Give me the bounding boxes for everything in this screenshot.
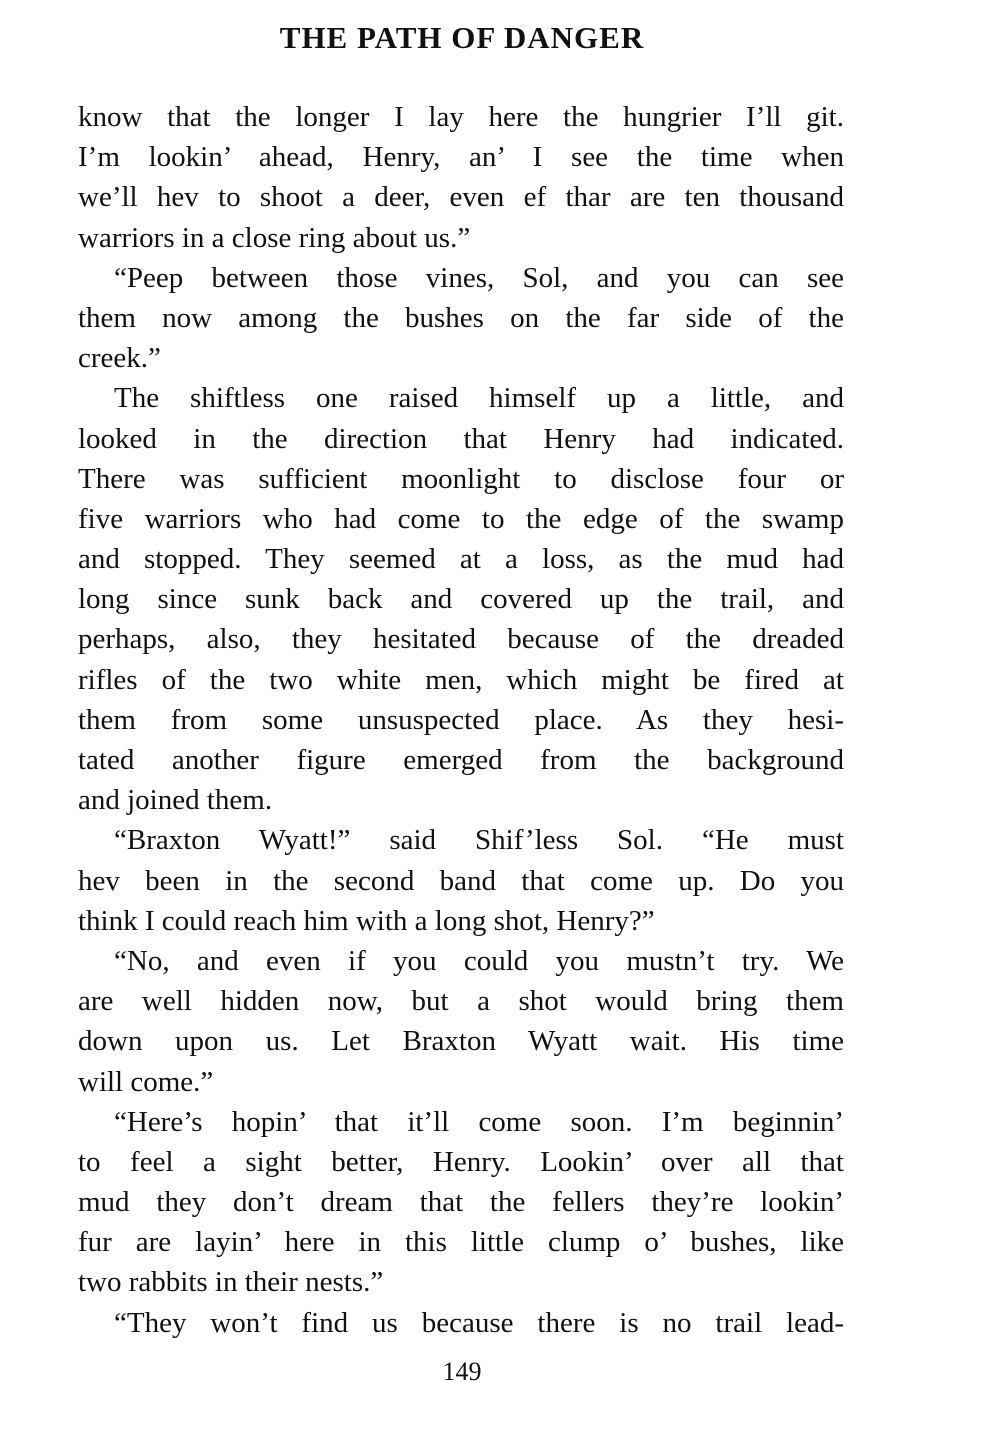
page-number: 149 [442,1357,482,1386]
text-line: looked in the direction that Henry had indicated. [78,422,844,455]
text-line: I’m lookin’ ahead, Henry, an’ I see the time when [78,141,844,174]
text-line: perhaps, also, they hesitated because of the dreaded [78,623,844,656]
text-line: we’ll hev to shoot a deer, even ef thar are ten thousand [78,181,844,214]
text-line: down upon us. Let Braxton Wyatt wait. His time [78,1025,844,1058]
text-line: five warriors who had come to the edge of the swamp [78,502,844,535]
text-line: “No, and even if you could you mustn’t try. We [114,944,844,977]
text-line: “Peep between those vines, Sol, and you can see [114,261,844,294]
text-line: two rabbits in their nests.” [78,1266,384,1299]
text-line: will come.” [78,1065,214,1098]
text-line: and stopped. They seemed at a loss, as the mud had [78,543,844,576]
text-line: long since sunk back and covered up the trail, and [78,583,844,616]
text-line: warriors in a close ring about us.” [78,221,471,254]
text-line: tated another figure emerged from the background [78,744,844,776]
text-line: rifles of the two white men, which might be fired at [78,663,844,696]
text-line: think I could reach him with a long shot, Henry?” [78,904,655,937]
text-line: to feel a sight better, Henry. Lookin’ over all that [78,1145,844,1178]
text-line: The shiftless one raised himself up a little, and [114,382,844,415]
text-line: “Here’s hopin’ that it’ll come soon. I’m beginnin’ [114,1105,844,1138]
body-text [78,97,844,1343]
text-line: “Braxton Wyatt!” said Shif’less Sol. “He must [114,824,844,857]
text-line: hev been in the second band that come up. Do you [78,864,844,897]
text-line: are well hidden now, but a shot would bring them [78,985,844,1018]
text-line: them from some unsuspected place. As they hesi- [78,703,844,736]
text-line: and joined them. [78,784,273,817]
running-header: THE PATH OF DANGER [279,20,645,55]
text-line: There was sufficient moonlight to disclose four or [78,462,844,495]
text-line: fur are layin’ here in this little clump o’ bushes, like [78,1226,844,1259]
text-line: know that the longer I lay here the hungrier I’ll git. [78,101,844,133]
text-line: them now among the bushes on the far side of the [78,301,844,334]
text-line: mud they don’t dream that the fellers they’re lookin’ [78,1186,844,1219]
text-line: creek.” [78,342,161,375]
text-line: “They won’t find us because there is no trail lead- [114,1306,844,1339]
